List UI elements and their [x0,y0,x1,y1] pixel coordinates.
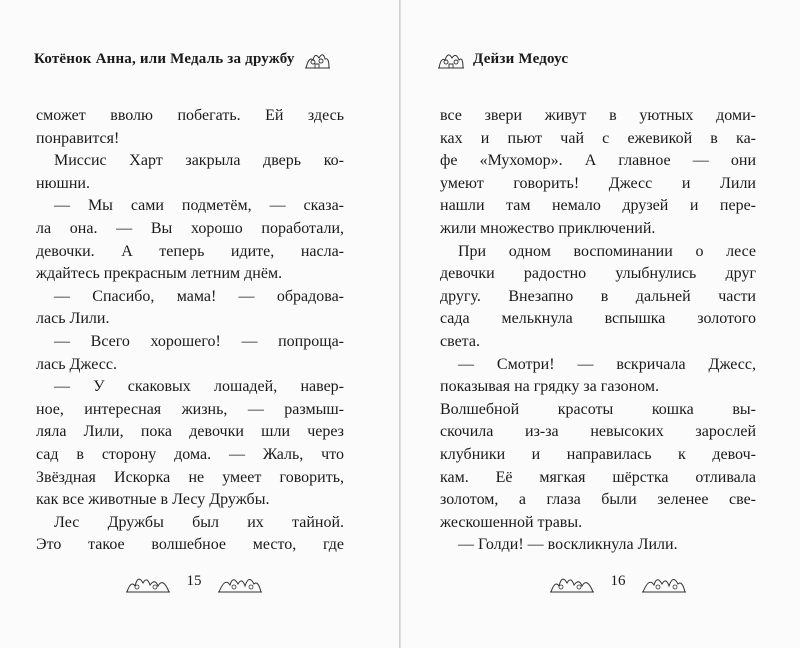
running-head-right [437,48,568,70]
text-line: другу. Внезапно в дальней части [440,287,756,305]
text-line: Миссис Харт закрыла дверь ко- [54,152,344,170]
text-line: ждайтесь прекрасным летним днём. [36,265,283,283]
text-line: Волшебной красоты кошка вы- [440,400,756,418]
text-line: жескошенной травы. [440,513,583,531]
text-line: Лес Дружбы был их тайной. [54,513,344,531]
text-line: скочила из-за невысоких зарослей [440,423,756,441]
text-line: ках и пьют чай с ежевикой в ка- [440,129,756,147]
left-page [0,0,399,648]
text-line: умеют говорить! Джесс и Лили [440,174,756,192]
right-page [401,0,800,648]
page-number: 16 [610,572,626,589]
folio-left [125,568,263,594]
page-number: 15 [186,572,202,589]
text-line: жили множество приключений. [440,219,656,237]
running-head-title: Дейзи Медоус [473,50,569,67]
folio-right [549,568,687,594]
text-line: — Голди! — воскликнула Лили. [458,536,678,554]
text-line: лась Джесс. [36,355,117,373]
text-line: света. [440,332,480,350]
text-line: сможет вволю побегать. Ей здесь [36,107,344,124]
running-head-title: Котёнок Анна, или Медаль за дружбу [34,50,295,67]
text-line: ляла Лили, пока девочки шли через [36,423,344,441]
text-line: — У скаковых лошадей, навер- [54,378,344,396]
text-line: ла она. — Вы хорошо поработали, [36,219,344,237]
forest-ornament-icon [217,568,263,594]
tree-house-ornament-icon [303,48,331,70]
text-line: При одном воспоминании о лесе [458,242,756,260]
text-line: сада мелькнула вспышка золотого [440,310,756,328]
text-line: Это такое волшебное место, где [36,536,344,554]
text-line: показывая на грядку за газоном. [440,378,660,396]
tree-house-ornament-icon [437,48,465,70]
text-line: кам. Её мягкая шёрстка отливала [440,468,756,486]
forest-ornament-icon [549,568,595,594]
running-head-left [34,48,331,70]
left-page-text [36,105,344,557]
text-line: нюшни. [36,174,90,192]
text-line: клубники и направилась к девоч- [440,445,756,463]
text-line: девочки. А теперь идите, насла- [36,242,344,260]
text-line: нашли там немало друзей и пере- [440,197,756,215]
text-line: понравится! [36,129,120,147]
text-line: девочки радостно улыбнулись друг [440,265,756,283]
text-line: ное, интересная жизнь, — размыш- [36,400,344,418]
text-line: — Мы сами подметём, — сказа- [54,197,344,215]
text-line: фе «Мухомор». А главное — они [440,152,756,170]
text-line: как все животные в Лесу Дружбы. [36,491,270,509]
right-page-text [440,105,756,557]
text-line: — Смотри! — вскричала Джесс, [458,355,756,373]
text-line: все звери живут в уютных доми- [440,107,756,124]
text-line: золотом, а глаза были зеленее све- [440,491,756,509]
forest-ornament-icon [641,568,687,594]
text-line: — Спасибо, мама! — обрадова- [54,287,344,305]
text-line: лась Лили. [36,310,110,328]
text-line: сад в сторону дома. — Жаль, что [36,445,344,463]
forest-ornament-icon [125,568,171,594]
text-line: Звёздная Искорка не умеет говорить, [36,468,344,486]
text-line: — Всего хорошего! — попроща- [54,332,344,350]
